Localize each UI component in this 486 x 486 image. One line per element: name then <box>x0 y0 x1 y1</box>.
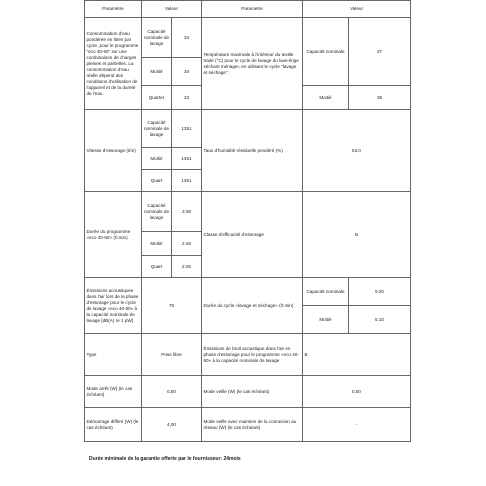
noise-emission-value: 75 <box>142 278 202 334</box>
standby-value: 0,50 <box>303 376 411 408</box>
table-row <box>85 408 411 442</box>
table-row <box>85 334 411 376</box>
delay-start-label: Démarrage différé (W) (le cas échéant) <box>85 408 142 442</box>
header-value-2: Valeur <box>303 1 411 18</box>
standby-label: Mode veille (W) (le cas échéant) <box>202 376 303 408</box>
program-duration-label: Durée du programme «eco 40-60» (h:min) <box>85 192 142 278</box>
spin-quarter-value: 1351 <box>172 170 202 192</box>
off-mode-label: Mode arrêt (W) (le cas échéant) <box>85 376 142 408</box>
sub-label: Capacité nominale de lavage <box>142 18 172 58</box>
spin-noise-class-label: Émissions de bruit acoustique dans l'air en phase d'essorage pour le programme «eco 40-60» à la capacité nominale de lavage <box>202 334 303 376</box>
spec-sheet <box>84 0 410 486</box>
sub-label: Moitié <box>142 148 172 170</box>
header-row <box>85 1 411 18</box>
duration-quarter-value: 2:25 <box>172 256 202 278</box>
spin-half-value: 1351 <box>172 148 202 170</box>
delay-start-value: 4,00 <box>142 408 202 442</box>
networked-standby-value: - <box>303 408 411 442</box>
noise-emission-label: Émissions acoustiques dans l'air lors de la phase d'essorage pour le cycle de lavage «eco 40-60» à la capacité nominale de lavage [dB(A) re 1 pW] <box>85 278 142 334</box>
temp-nominal-value: 37 <box>349 18 411 86</box>
type-value: Pose libre <box>142 334 202 376</box>
spin-noise-class-value: B <box>303 334 411 376</box>
spin-class-value: B <box>303 192 411 278</box>
spin-class-label: Classe d'efficacité d'essorage <box>202 192 303 278</box>
wash-dry-duration-label: Durée du cycle «lavage et séchage» (h:min) <box>202 278 303 334</box>
water-consumption-label: Consommation d'eau pondérée en litres par cycle, pour le programme "eco 40-60" sur une combinaison de charges pleines et partielles. La consommation d'eau réelle dépend des conditions d'utilisation de l'appareil et de la dureté de l'eau. <box>85 18 142 110</box>
table-row <box>85 376 411 408</box>
off-mode-value: 0,50 <box>142 376 202 408</box>
table-row <box>85 278 411 306</box>
water-half-value: 34 <box>172 58 202 86</box>
temp-half-value: 35 <box>349 86 411 110</box>
sub-label: Capacité nominale <box>303 18 349 86</box>
spec-table <box>84 0 411 442</box>
spin-speed-label: Vitesse d'essorage (t/m) <box>85 110 142 192</box>
header-parameter-2: Paramètre <box>202 1 303 18</box>
sub-label: Moitié <box>303 306 349 334</box>
networked-standby-label: Mode veille avec maintien de la connexion au réseau (W) (le cas échéant) <box>202 408 303 442</box>
sub-label: Moitié <box>303 86 349 110</box>
sub-label: Capacité nominale de lavage <box>142 192 172 232</box>
max-temperature-label: Température maximale à l'intérieur du textile traité (°C) pour le cycle de lavage du lave-linge séchant ménager, en utilisant le cycle "lavage et séchage". <box>202 18 303 110</box>
sub-label: Quart <box>142 170 172 192</box>
water-nominal-value: 34 <box>172 18 202 58</box>
table-row <box>85 18 411 58</box>
sub-label: Moitié <box>142 232 172 256</box>
sub-label: Quart <box>142 256 172 278</box>
residual-moisture-label: Taux d'humidité résiduelle pondéré (%) <box>202 110 303 192</box>
sub-label: Quarter <box>142 86 172 110</box>
wash-dry-half-value: 5:10 <box>349 306 411 334</box>
spin-nominal-value: 1351 <box>172 110 202 148</box>
duration-half-value: 2:48 <box>172 232 202 256</box>
warranty-note: Durée minimale de la garantie offerte par le fournisseur: 24mois <box>89 456 241 462</box>
wash-dry-nominal-value: 9:20 <box>349 278 411 306</box>
residual-moisture-value: 53,0 <box>303 110 411 192</box>
header-value-1: Valeur <box>142 1 202 18</box>
sub-label: Capacité nominale de lavage <box>142 110 172 148</box>
table-row <box>85 192 411 232</box>
table-row <box>85 110 411 148</box>
sub-label: Moitié <box>142 58 172 86</box>
duration-nominal-value: 3:38 <box>172 192 202 232</box>
water-quarter-value: 23 <box>172 86 202 110</box>
sub-label: Capacité nominale <box>303 278 349 306</box>
header-parameter-1: Paramètre <box>85 1 142 18</box>
type-label: Type <box>85 334 142 376</box>
